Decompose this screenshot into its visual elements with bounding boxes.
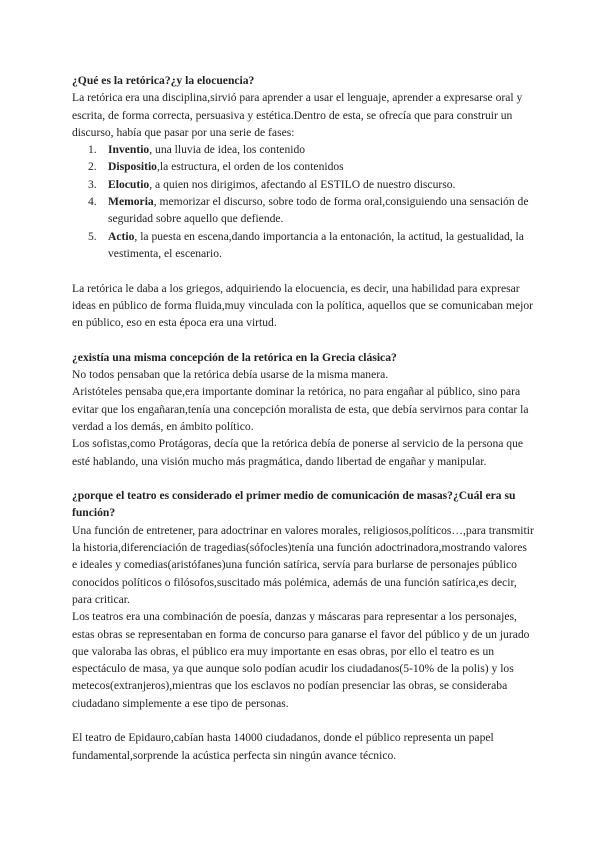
- section-theatre: [72, 487, 534, 764]
- phase-term: Dispositio: [108, 160, 157, 174]
- paragraph: Los teatros era una combinación de poesía, danzas y máscaras para representar a los personajes, estas obras se representaban en forma de concurso para ganarse el favor del público y de un jurado que valoraba las obras, el público era muy importante en esas obras, por ello el teatro es un espectáculo de masa, ya que aunque solo podían acudir los ciudadanos(5-10% de la polis) y los metecos(extranjeros),mientras que los esclavos no podían presenciar las obras, se consideraba ciudadano simplemente a ese tipo de personas.: [72, 610, 530, 710]
- paragraph: Los sofistas,como Protágoras, decía que la retórica debía de ponerse al servicio de la persona que esté hablando, una visión mucho más pragmática, dando libertad de engañar y manipular.: [72, 437, 524, 468]
- list-item: [72, 228, 534, 263]
- phase-term: Actio: [108, 229, 135, 243]
- paragraph: No todos pensaban que la retórica debía usarse de la misma manera.: [72, 368, 389, 382]
- list-number: 1.: [88, 143, 97, 157]
- section-heading: ¿Qué es la retórica?¿y la elocuencia?: [72, 74, 255, 87]
- paragraph: El teatro de Epidauro,cabían hasta 14000 ciudadanos, donde el público representa un papel fundamental,sorprende la acústica perfecta sin ningún avance técnico.: [72, 731, 494, 762]
- blank-line: [72, 470, 534, 487]
- paragraph: Una función de entretener, para adoctrinar en valores morales, religiosos,políticos…,para transmitir la historia,diferenciación de tragedias(sófocles)tenía una función adoctrinadora,mostrando valores e ideales y comedias(aristófanes)una función satírica, servía para burlarse de personajes público conocidos políticos o filósofos,suscitado más polémica, además de una función satírica,es decir, para criticar.: [72, 523, 534, 606]
- list-item: [72, 158, 534, 175]
- section-concepts: [72, 349, 534, 470]
- paragraph: La retórica era una disciplina,sirvió para aprender a usar el lenguaje, aprender a expresarse oral y escrita, de forma correcta, persuasiva y estética.Dentro de esta, se ofrecía que para construir un discurso, había que pasar por una serie de fases:: [72, 91, 523, 139]
- list-item: [72, 141, 534, 158]
- list-number: 4.: [88, 195, 97, 209]
- phase-term: Memoria: [108, 195, 154, 209]
- section-rhetoric: [72, 72, 534, 331]
- paragraph: La retórica le daba a los griegos, adquiriendo la elocuencia, es decir, una habilidad para expresar ideas en público de forma fluida,muy vinculada con la política, aquellos que se comunicaban mejor en público, eso en esta época era una virtud.: [72, 281, 534, 330]
- phase-text: , una lluvia de idea, los contenido: [149, 143, 306, 157]
- phases-list: [72, 141, 534, 262]
- blank-line: [72, 712, 534, 729]
- blank-line: [72, 331, 534, 348]
- list-item: [72, 176, 534, 193]
- list-item: [72, 193, 534, 228]
- paragraph: Aristóteles pensaba que,era importante dominar la retórica, no para engañar al público, sino para evitar que los engañaran,tenía una concepción moralista de esta, que debía servirnos para contar la verdad a los demás, en ámbito político.: [72, 385, 529, 433]
- phase-text: , la puesta en escena,dando importancia a la entonación, la actitud, la gestualidad, la vestimenta, el escenario.: [108, 229, 524, 260]
- list-number: 3.: [88, 177, 97, 191]
- blank-line: [72, 262, 534, 279]
- list-number: 5.: [88, 229, 97, 243]
- phase-term: Inventio: [108, 143, 150, 157]
- section-heading: ¿existía una misma concepción de la retórica en la Grecia clásica?: [72, 350, 397, 364]
- document-page: [72, 72, 534, 764]
- phase-text: , memorizar el discurso, sobre todo de forma oral,consiguiendo una sensación de seguridad sobre aquello que defiende.: [108, 195, 529, 226]
- section-heading: ¿porque el teatro es considerado el primer medio de comunicación de masas?¿Cuál era su función?: [72, 489, 516, 520]
- phase-text: ,la estructura, el orden de los contenidos: [156, 160, 344, 174]
- phase-text: , a quien nos dirigimos, afectando al ESTILO de nuestro discurso.: [149, 177, 456, 191]
- phase-term: Elocutio: [108, 177, 150, 191]
- list-number: 2.: [88, 160, 97, 174]
